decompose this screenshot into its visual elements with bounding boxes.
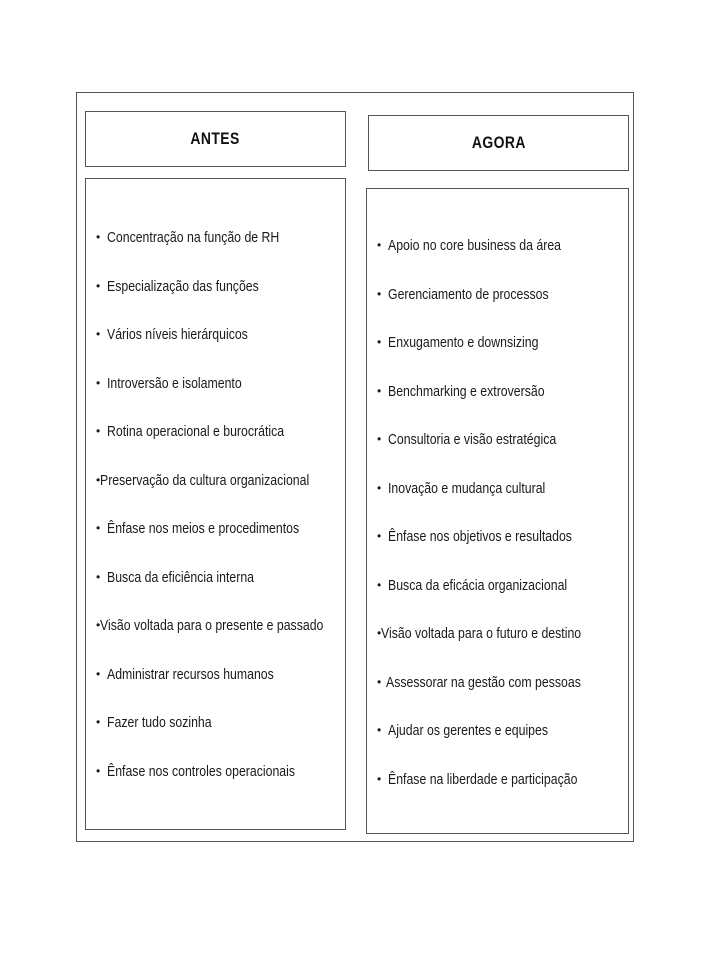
list-item-text: Assessorar na gestão com pessoas <box>386 673 582 691</box>
list-item <box>96 714 341 763</box>
list-item-text: Concentração na função de RH <box>107 229 280 246</box>
list-item-text: Administrar recursos humanos <box>107 665 274 683</box>
list-item <box>96 520 341 569</box>
list-item <box>96 617 341 666</box>
list-item-text: Introversão e isolamento <box>107 374 242 392</box>
bullet-icon: • <box>96 230 101 244</box>
list-item-text: Visão voltada para o presente e passado <box>100 617 324 634</box>
bullet-icon: • <box>96 763 101 778</box>
list-item-text: Enxugamento e downsizing <box>388 334 539 351</box>
list-item-text: Benchmarking e extroversão <box>388 382 545 400</box>
list-item-text: Ênfase nos meios e procedimentos <box>106 520 299 537</box>
list-item <box>377 625 624 674</box>
list-item <box>377 334 624 383</box>
bullet-icon: • <box>96 424 101 438</box>
list-item-text: Consultoria e visão estratégica <box>388 431 557 448</box>
list-item <box>96 666 341 715</box>
list-item <box>377 528 624 577</box>
list-item <box>377 577 624 626</box>
bullet-icon: • <box>96 521 101 535</box>
list-item <box>377 771 624 820</box>
list-item <box>377 383 624 432</box>
list-item <box>377 722 624 771</box>
bullet-icon: • <box>377 529 382 543</box>
bullet-icon: • <box>377 771 382 786</box>
list-item-text: Especialização das funções <box>107 277 259 295</box>
antes-column <box>85 178 346 830</box>
list-item-text: Busca da eficiência interna <box>107 568 255 586</box>
list-item-text: Ênfase nos objetivos e resultados <box>388 528 572 545</box>
list-item <box>377 286 624 335</box>
list-item <box>96 763 341 812</box>
antes-header-label: ANTES <box>190 129 241 148</box>
bullet-icon: • <box>96 375 101 390</box>
bullet-icon: • <box>377 432 382 446</box>
list-item <box>377 674 624 723</box>
list-item-text: Busca da eficácia organizacional <box>388 576 568 594</box>
bullet-icon: • <box>96 569 101 584</box>
list-item <box>96 278 341 327</box>
bullet-icon: • <box>377 286 382 301</box>
bullet-icon: • <box>377 480 382 495</box>
bullet-icon: • <box>96 327 101 341</box>
list-item-text: Inovação e mudança cultural <box>388 479 546 497</box>
agora-header <box>368 115 629 171</box>
bullet-icon: • <box>96 278 101 293</box>
list-item-text: Fazer tudo sozinha <box>107 714 212 731</box>
antes-list <box>96 229 341 811</box>
antes-header <box>85 111 346 167</box>
agora-column <box>366 188 629 834</box>
bullet-icon: • <box>377 674 382 689</box>
bullet-icon: • <box>96 472 101 487</box>
bullet-icon: • <box>96 715 101 729</box>
bullet-icon: • <box>96 666 101 681</box>
list-item <box>96 423 341 472</box>
list-item-text: Rotina operacional e burocrática <box>107 423 285 440</box>
list-item-text: Ênfase na liberdade e participação <box>388 770 578 788</box>
list-item <box>96 472 341 521</box>
list-item <box>96 569 341 618</box>
list-item-text: Ajudar os gerentes e equipes <box>388 722 549 739</box>
bullet-icon: • <box>377 238 382 252</box>
agora-list <box>377 237 624 819</box>
list-item <box>96 229 341 278</box>
bullet-icon: • <box>377 723 382 737</box>
list-item-text: Gerenciamento de processos <box>388 285 549 303</box>
list-item <box>377 480 624 529</box>
list-item <box>96 375 341 424</box>
bullet-icon: • <box>377 626 382 640</box>
bullet-icon: • <box>377 335 382 349</box>
bullet-icon: • <box>377 383 382 398</box>
list-item <box>377 431 624 480</box>
bullet-icon: • <box>377 577 382 592</box>
list-item-text: Visão voltada para o futuro e destino <box>381 625 582 642</box>
list-item <box>377 237 624 286</box>
list-item-text: Vários níveis hierárquicos <box>107 326 248 343</box>
list-item-text: Preservação da cultura organizacional <box>100 471 310 489</box>
list-item-text: Apoio no core business da área <box>388 237 562 254</box>
list-item <box>96 326 341 375</box>
agora-header-label: AGORA <box>471 133 526 152</box>
list-item-text: Ênfase nos controles operacionais <box>107 762 296 780</box>
bullet-icon: • <box>96 618 101 632</box>
